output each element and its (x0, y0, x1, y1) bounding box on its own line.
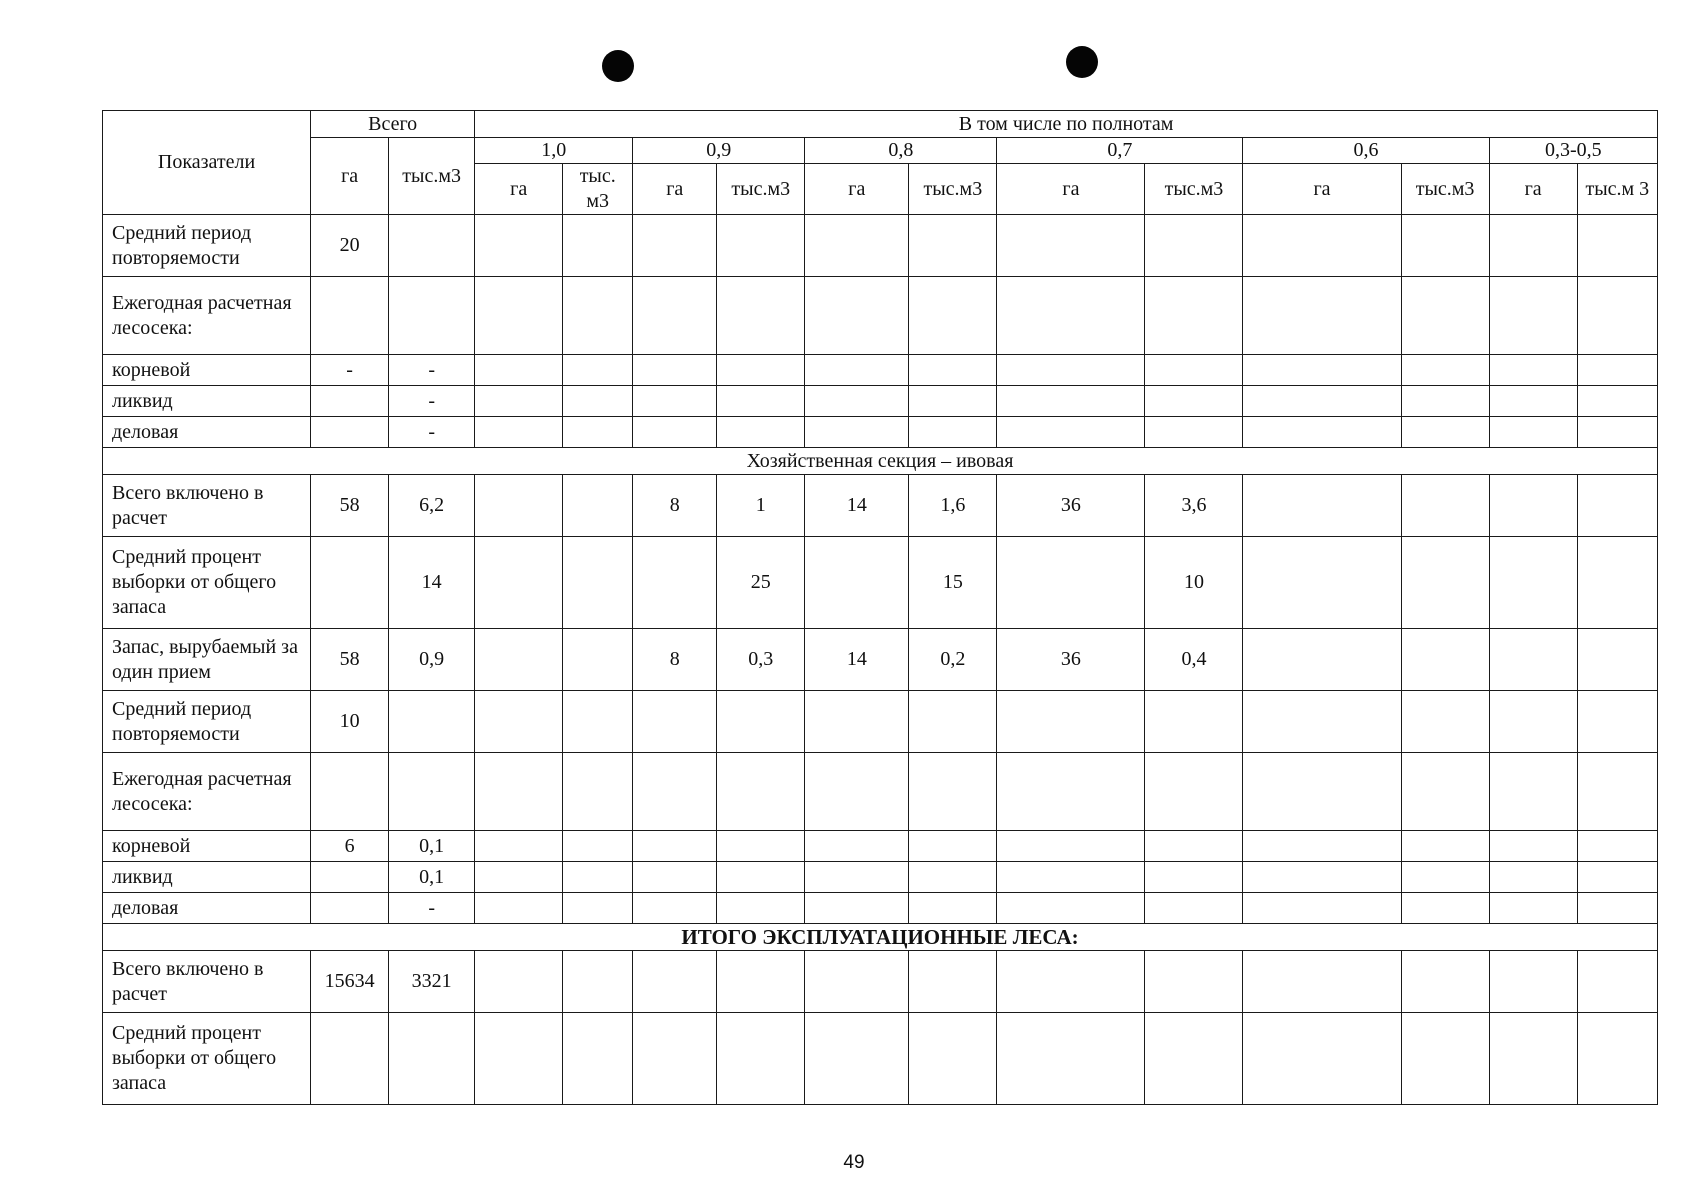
table-cell (909, 277, 997, 355)
table-cell (1577, 862, 1657, 893)
table-cell (563, 862, 633, 893)
table-cell (1401, 475, 1489, 537)
table-cell (563, 475, 633, 537)
row-label: деловая (103, 417, 311, 448)
table-cell (633, 862, 717, 893)
table-cell (909, 386, 997, 417)
table-row (103, 215, 1658, 277)
row-label: корневой (103, 831, 311, 862)
table-cell (1401, 862, 1489, 893)
table-cell (805, 537, 909, 629)
unit-total-ha: га (311, 138, 389, 215)
table-cell (717, 277, 805, 355)
table-cell (717, 893, 805, 924)
table-cell (311, 753, 389, 831)
punch-hole-left (602, 50, 634, 82)
table-cell (1489, 951, 1577, 1013)
table-cell (389, 753, 475, 831)
table-row (103, 1013, 1658, 1105)
table-cell: 25 (717, 537, 805, 629)
table-cell (1489, 831, 1577, 862)
table-row (103, 691, 1658, 753)
unit-total-m3: тыс.м3 (389, 138, 475, 215)
table-cell (1489, 753, 1577, 831)
table-cell (1145, 386, 1243, 417)
table-cell (1401, 893, 1489, 924)
table-cell (563, 893, 633, 924)
table-cell (1401, 831, 1489, 862)
table-cell (717, 355, 805, 386)
table-cell: - (389, 386, 475, 417)
table-cell: 36 (997, 629, 1145, 691)
table-cell (1577, 277, 1657, 355)
table-cell (717, 215, 805, 277)
table-cell (909, 417, 997, 448)
unit-d08-ha: га (805, 164, 909, 215)
unit-d06-ha: га (1243, 164, 1401, 215)
table-cell: 1,6 (909, 475, 997, 537)
table-cell (1243, 1013, 1401, 1105)
table-cell: 58 (311, 475, 389, 537)
row-label: корневой (103, 355, 311, 386)
table-cell (475, 386, 563, 417)
table-row (103, 831, 1658, 862)
header-indicators: Показатели (103, 111, 311, 215)
table-cell (1489, 215, 1577, 277)
table-row (103, 862, 1658, 893)
table-cell (475, 355, 563, 386)
table-cell (1577, 893, 1657, 924)
table-cell (1145, 1013, 1243, 1105)
table-cell: 0,9 (389, 629, 475, 691)
table-cell (717, 951, 805, 1013)
table-cell (633, 277, 717, 355)
density-1-0: 1,0 (475, 138, 633, 164)
table-cell: 14 (805, 629, 909, 691)
table-cell (389, 277, 475, 355)
page-number: 49 (843, 1152, 865, 1173)
unit-d07-ha: га (997, 164, 1145, 215)
table-cell (717, 386, 805, 417)
table-cell (997, 417, 1145, 448)
table-cell (997, 386, 1145, 417)
table-cell (1243, 537, 1401, 629)
table-cell (805, 691, 909, 753)
table-cell: 0,3 (717, 629, 805, 691)
table-cell (1243, 355, 1401, 386)
table-cell (475, 691, 563, 753)
table-cell (475, 277, 563, 355)
table-cell (805, 831, 909, 862)
table-cell: 10 (1145, 537, 1243, 629)
table-cell (997, 537, 1145, 629)
table-cell (909, 215, 997, 277)
table-cell (805, 215, 909, 277)
table-cell (1145, 215, 1243, 277)
table-cell (997, 355, 1145, 386)
table-cell (1489, 386, 1577, 417)
table-cell (909, 831, 997, 862)
table-cell (1577, 951, 1657, 1013)
table-cell: - (311, 355, 389, 386)
table-cell (997, 753, 1145, 831)
table-cell (1401, 691, 1489, 753)
table-cell (805, 951, 909, 1013)
table-cell (1577, 355, 1657, 386)
table-cell: 0,1 (389, 862, 475, 893)
table-cell (633, 753, 717, 831)
table-cell (997, 831, 1145, 862)
table-cell (633, 417, 717, 448)
table-cell (1243, 475, 1401, 537)
table-cell (475, 1013, 563, 1105)
table-cell (563, 386, 633, 417)
section-total-title: ИТОГО ЭКСПЛУАТАЦИОННЫЕ ЛЕСА: (103, 924, 1658, 951)
row-label: Всего включено в расчет (103, 475, 311, 537)
unit-d10-ha: га (475, 164, 563, 215)
table-cell: - (389, 355, 475, 386)
table-cell (1145, 417, 1243, 448)
table-cell (633, 831, 717, 862)
table-cell (717, 691, 805, 753)
row-label: Средний период повторяемости (103, 691, 311, 753)
row-label: ликвид (103, 862, 311, 893)
table-cell (1243, 753, 1401, 831)
table-cell (1577, 831, 1657, 862)
table-cell (997, 277, 1145, 355)
table-cell (1577, 629, 1657, 691)
table-cell (717, 831, 805, 862)
table-cell (805, 893, 909, 924)
table-cell: 15634 (311, 951, 389, 1013)
table-cell (805, 753, 909, 831)
table-cell (1489, 893, 1577, 924)
table-cell (805, 417, 909, 448)
table-cell (475, 831, 563, 862)
table-cell (1489, 355, 1577, 386)
density-0-3-0-5: 0,3-0,5 (1489, 138, 1657, 164)
section-willow-title: Хозяйственная секция – ивовая (103, 448, 1658, 475)
table-cell (563, 1013, 633, 1105)
unit-d0305-ha: га (1489, 164, 1577, 215)
table-cell (311, 417, 389, 448)
table-cell (997, 1013, 1145, 1105)
table-cell (1401, 537, 1489, 629)
table-cell (1401, 386, 1489, 417)
table-cell (1401, 277, 1489, 355)
table-cell (563, 215, 633, 277)
allowable-cut-table (102, 110, 1658, 1105)
row-label: Средний процент выборки от общего запаса (103, 537, 311, 629)
unit-d09-m3: тыс.м3 (717, 164, 805, 215)
table-cell (909, 862, 997, 893)
table-cell (475, 753, 563, 831)
table-cell (563, 831, 633, 862)
table-cell: 20 (311, 215, 389, 277)
table-cell (909, 951, 997, 1013)
density-0-8: 0,8 (805, 138, 997, 164)
table-cell (1243, 386, 1401, 417)
unit-d09-ha: га (633, 164, 717, 215)
table-cell (1243, 215, 1401, 277)
table-cell (1145, 753, 1243, 831)
table-cell (633, 386, 717, 417)
table-cell (1243, 629, 1401, 691)
table-cell (1401, 417, 1489, 448)
table-cell (633, 537, 717, 629)
table-cell (1577, 417, 1657, 448)
table-row (103, 893, 1658, 924)
table-cell (1577, 386, 1657, 417)
table-cell (717, 1013, 805, 1105)
table-cell (1489, 862, 1577, 893)
table-cell (997, 893, 1145, 924)
table-cell (1243, 831, 1401, 862)
table-cell: 0,4 (1145, 629, 1243, 691)
header-by-density: В том числе по полнотам (475, 111, 1658, 138)
table-cell (1577, 1013, 1657, 1105)
table-cell (1145, 355, 1243, 386)
table-cell (909, 753, 997, 831)
table-cell: 1 (717, 475, 805, 537)
table-row (103, 951, 1658, 1013)
table-cell (997, 862, 1145, 893)
table-cell (1145, 277, 1243, 355)
row-label: Запас, вырубаемый за один прием (103, 629, 311, 691)
table-row (103, 475, 1658, 537)
density-0-6: 0,6 (1243, 138, 1489, 164)
table-cell (1401, 753, 1489, 831)
table-cell (1401, 629, 1489, 691)
table-row (103, 386, 1658, 417)
table-cell (1489, 537, 1577, 629)
table-cell: 10 (311, 691, 389, 753)
table-cell: 58 (311, 629, 389, 691)
table-row (103, 537, 1658, 629)
table-cell: - (389, 893, 475, 924)
table-cell (805, 386, 909, 417)
table-row (103, 629, 1658, 691)
table-cell (475, 629, 563, 691)
table-cell (633, 215, 717, 277)
table-cell (563, 277, 633, 355)
table-cell (563, 951, 633, 1013)
table-cell (563, 629, 633, 691)
table-cell (909, 691, 997, 753)
table-cell (805, 277, 909, 355)
row-label: ликвид (103, 386, 311, 417)
table-cell (1577, 215, 1657, 277)
table-cell (997, 215, 1145, 277)
row-label: Всего включено в расчет (103, 951, 311, 1013)
table-cell (1489, 475, 1577, 537)
table-cell (563, 753, 633, 831)
table-cell (1243, 951, 1401, 1013)
table-cell (1489, 417, 1577, 448)
table-cell: 14 (389, 537, 475, 629)
punch-hole-right (1066, 46, 1098, 78)
table-cell (909, 893, 997, 924)
table-cell (1401, 215, 1489, 277)
table-cell (1489, 629, 1577, 691)
table-cell (1489, 1013, 1577, 1105)
table-cell (311, 893, 389, 924)
table-cell (1401, 951, 1489, 1013)
row-label: Ежегодная расчетная лесосека: (103, 753, 311, 831)
table-cell (909, 355, 997, 386)
row-label: Средний период повторяемости (103, 215, 311, 277)
row-label: Ежегодная расчетная лесосека: (103, 277, 311, 355)
table-cell (311, 277, 389, 355)
table-cell (1577, 537, 1657, 629)
table-cell: - (389, 417, 475, 448)
table-cell: 6 (311, 831, 389, 862)
row-label: деловая (103, 893, 311, 924)
table-cell: 8 (633, 629, 717, 691)
table-cell (311, 537, 389, 629)
table-cell (909, 1013, 997, 1105)
table-cell (389, 1013, 475, 1105)
table-cell: 3,6 (1145, 475, 1243, 537)
table-cell (1145, 691, 1243, 753)
row-label: Средний процент выборки от общего запаса (103, 1013, 311, 1105)
table-cell (475, 215, 563, 277)
table-cell (389, 215, 475, 277)
table-cell (475, 417, 563, 448)
table-row (103, 355, 1658, 386)
table-cell (475, 893, 563, 924)
table-cell (805, 1013, 909, 1105)
table-cell (633, 1013, 717, 1105)
table-cell (1401, 355, 1489, 386)
table-cell (1401, 1013, 1489, 1105)
table-cell: 15 (909, 537, 997, 629)
table-cell (633, 951, 717, 1013)
table-cell (475, 951, 563, 1013)
unit-d10-m3: тыс. м3 (563, 164, 633, 215)
table-cell (997, 691, 1145, 753)
table-cell (1243, 862, 1401, 893)
table-cell (563, 691, 633, 753)
table-cell (1243, 417, 1401, 448)
table-cell: 0,2 (909, 629, 997, 691)
table-cell (311, 1013, 389, 1105)
table-cell (389, 691, 475, 753)
table-cell (563, 355, 633, 386)
table-cell (475, 537, 563, 629)
table-cell (1489, 691, 1577, 753)
table-cell (805, 355, 909, 386)
table-cell (805, 862, 909, 893)
table-cell (633, 893, 717, 924)
table-cell (1243, 893, 1401, 924)
table-cell (475, 862, 563, 893)
table-cell: 14 (805, 475, 909, 537)
table-cell (717, 417, 805, 448)
table-cell (1577, 475, 1657, 537)
table-cell: 3321 (389, 951, 475, 1013)
table-cell (563, 417, 633, 448)
unit-d07-m3: тыс.м3 (1145, 164, 1243, 215)
table-cell (311, 386, 389, 417)
table-cell (1577, 753, 1657, 831)
table-cell (1145, 893, 1243, 924)
table-cell (1243, 691, 1401, 753)
table-cell (475, 475, 563, 537)
table-cell (717, 862, 805, 893)
table-cell (1577, 691, 1657, 753)
unit-d08-m3: тыс.м3 (909, 164, 997, 215)
table-cell (1145, 831, 1243, 862)
table-cell: 8 (633, 475, 717, 537)
table-cell: 36 (997, 475, 1145, 537)
table-row (103, 417, 1658, 448)
table-cell: 6,2 (389, 475, 475, 537)
table-cell (311, 862, 389, 893)
table-cell (1145, 862, 1243, 893)
table-row (103, 277, 1658, 355)
unit-d0305-m3: тыс.м 3 (1577, 164, 1657, 215)
table-cell (717, 753, 805, 831)
table-cell (1243, 277, 1401, 355)
table-row (103, 753, 1658, 831)
table-cell (633, 355, 717, 386)
table-cell (633, 691, 717, 753)
table-cell (1145, 951, 1243, 1013)
density-0-9: 0,9 (633, 138, 805, 164)
header-total: Всего (311, 111, 475, 138)
table-cell (563, 537, 633, 629)
table-cell (1489, 277, 1577, 355)
table-cell: 0,1 (389, 831, 475, 862)
unit-d06-m3: тыс.м3 (1401, 164, 1489, 215)
density-0-7: 0,7 (997, 138, 1243, 164)
table-cell (997, 951, 1145, 1013)
